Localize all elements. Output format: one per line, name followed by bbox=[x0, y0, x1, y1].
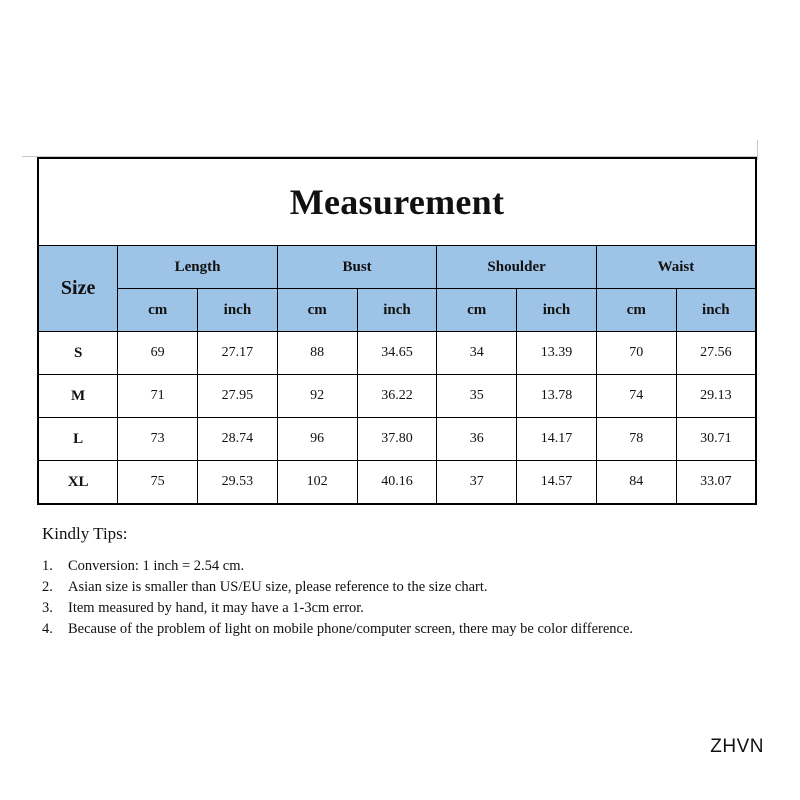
table-cell: 37 bbox=[437, 461, 517, 505]
table-cell: 84 bbox=[596, 461, 676, 505]
size-cell: M bbox=[38, 375, 118, 418]
table-row bbox=[38, 332, 756, 375]
tip-text: Asian size is smaller than US/EU size, please reference to the size chart. bbox=[68, 579, 488, 595]
table-cell: 29.53 bbox=[198, 461, 278, 505]
table-cell: 13.78 bbox=[517, 375, 597, 418]
header-unit-row bbox=[38, 289, 756, 332]
table-cell: 74 bbox=[596, 375, 676, 418]
unit-header: cm bbox=[118, 289, 198, 332]
table-cell: 40.16 bbox=[357, 461, 437, 505]
table-cell: 36.22 bbox=[357, 375, 437, 418]
table-cell: 88 bbox=[277, 332, 357, 375]
table-cell: 92 bbox=[277, 375, 357, 418]
unit-header: cm bbox=[437, 289, 517, 332]
shoulder-group-header: Shoulder bbox=[437, 246, 597, 289]
tips-list bbox=[42, 556, 702, 640]
bust-group-header: Bust bbox=[277, 246, 437, 289]
table-cell: 33.07 bbox=[676, 461, 756, 505]
table-cell: 14.17 bbox=[517, 418, 597, 461]
table-row bbox=[38, 375, 756, 418]
unit-header: inch bbox=[198, 289, 278, 332]
unit-header: cm bbox=[596, 289, 676, 332]
table-cell: 14.57 bbox=[517, 461, 597, 505]
table-cell: 70 bbox=[596, 332, 676, 375]
size-cell: L bbox=[38, 418, 118, 461]
list-number: 3. bbox=[42, 600, 53, 616]
list-item bbox=[42, 598, 702, 619]
list-item bbox=[42, 556, 702, 577]
table-cell: 29.13 bbox=[676, 375, 756, 418]
table-cell: 69 bbox=[118, 332, 198, 375]
table-cell: 28.74 bbox=[198, 418, 278, 461]
title-row bbox=[38, 158, 756, 246]
right-divider-line bbox=[757, 140, 758, 160]
brand-watermark: ZHVN bbox=[710, 736, 764, 757]
waist-group-header: Waist bbox=[596, 246, 756, 289]
list-number: 4. bbox=[42, 621, 53, 637]
table-row bbox=[38, 461, 756, 505]
unit-header: cm bbox=[277, 289, 357, 332]
table-cell: 13.39 bbox=[517, 332, 597, 375]
table-cell: 34.65 bbox=[357, 332, 437, 375]
table-cell: 102 bbox=[277, 461, 357, 505]
tip-text: Conversion: 1 inch = 2.54 cm. bbox=[68, 558, 245, 574]
unit-header: inch bbox=[357, 289, 437, 332]
table-cell: 35 bbox=[437, 375, 517, 418]
table-cell: 27.56 bbox=[676, 332, 756, 375]
table-cell: 37.80 bbox=[357, 418, 437, 461]
table-cell: 71 bbox=[118, 375, 198, 418]
table-row bbox=[38, 418, 756, 461]
table-cell: 34 bbox=[437, 332, 517, 375]
tip-text: Item measured by hand, it may have a 1-3cm error. bbox=[68, 600, 364, 616]
tips-title: Kindly Tips: bbox=[42, 524, 128, 543]
table-cell: 78 bbox=[596, 418, 676, 461]
list-item bbox=[42, 577, 702, 598]
length-group-header: Length bbox=[118, 246, 278, 289]
unit-header: inch bbox=[676, 289, 756, 332]
size-column-header: Size bbox=[38, 246, 118, 332]
table-cell: 36 bbox=[437, 418, 517, 461]
size-chart-table bbox=[37, 157, 757, 505]
unit-header: inch bbox=[517, 289, 597, 332]
table-cell: 73 bbox=[118, 418, 198, 461]
list-number: 2. bbox=[42, 579, 53, 595]
tip-text: Because of the problem of light on mobile phone/computer screen, there may be color difference. bbox=[68, 621, 634, 637]
list-number: 1. bbox=[42, 558, 53, 574]
table-cell: 27.17 bbox=[198, 332, 278, 375]
list-item bbox=[42, 619, 702, 640]
table-cell: 30.71 bbox=[676, 418, 756, 461]
table-title: Measurement bbox=[38, 158, 756, 246]
kindly-tips-section bbox=[42, 524, 702, 640]
table-cell: 96 bbox=[277, 418, 357, 461]
table-cell: 27.95 bbox=[198, 375, 278, 418]
size-cell: S bbox=[38, 332, 118, 375]
size-cell: XL bbox=[38, 461, 118, 505]
table-cell: 75 bbox=[118, 461, 198, 505]
header-group-row bbox=[38, 246, 756, 289]
